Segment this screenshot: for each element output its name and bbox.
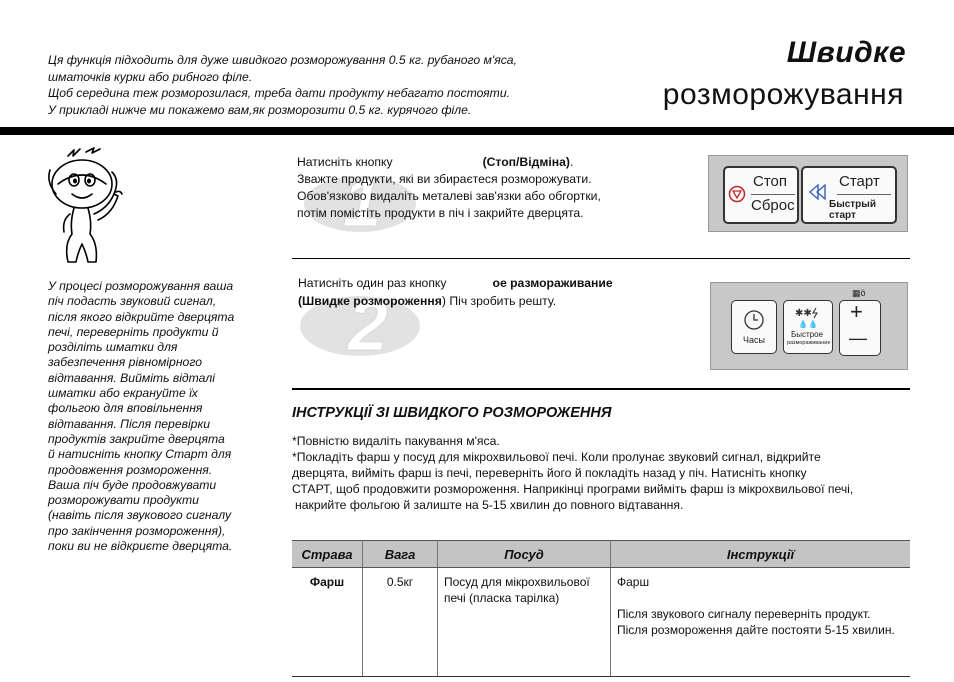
minus-label: — [849,328,867,348]
step-2-button-name: ое размораживание [492,276,613,290]
side-line: піч подасть звуковий сигнал, [48,294,217,309]
defrost-icon [794,306,822,328]
svg-text:✱✱: ✱✱ [795,308,812,319]
page-title-line1: Швидке [786,36,906,69]
intro-line: Щоб середина теж розморозилася, треба дати продукту небагато постояти. [48,86,510,100]
instruction-line: Після звукового сигналу переверніть продукт. [617,607,871,621]
vessel-line: печі (пласка тарілка) [444,591,560,605]
side-line: (навіть після звукового сигналу [48,508,232,523]
step-1-line: Зважте продукти, які ви збираєтеся розморожувати. [297,172,592,186]
instructions-line: *Повністю видаліть пакування м'яса. [292,434,500,448]
instructions-text [292,433,912,513]
mascot-illustration [38,142,138,274]
side-line: продовження розмороження. [48,462,213,477]
instructions-line: накрийте фольгою й залиште на 5-15 хвилин до повного відтавання. [295,498,684,512]
side-line: й натисніть кнопку Старт для [48,447,232,462]
quick-start-label: Быстрый старт [829,199,876,221]
intro-line: Ця функція підходить для дуже швидкого розморожування 0.5 кг. рубаного м'яса, [48,53,517,67]
intro-paragraph [48,52,608,118]
recipe-table [292,540,910,677]
instruction-line: Після розмороження дайте постояти 5-15 хвилин. [617,623,895,637]
side-line: фольгою для вповільнення [48,401,203,416]
step-1-button-name: (Стоп/Відміна) [482,155,570,169]
step-2-digit: 2 [347,286,389,362]
clock-icon [743,309,765,331]
column-header-weight: Вага [363,541,438,568]
column-header-vessel: Посуд [438,541,611,568]
clock-button[interactable] [731,300,777,354]
defrost-label-1: Быстрое [791,330,824,339]
side-line: печі, переверніть продукти й [48,324,219,339]
step-1-line: Обов'язково видаліть металеві зав'язки або обгортки, [297,189,601,203]
step-2-text [298,275,698,309]
step-2-rest: ) Піч зробить решту. [441,294,557,308]
step-divider [292,258,910,259]
stop-label: Стоп [753,173,787,190]
cell-vessel [438,568,611,677]
svg-text:💧💧: 💧💧 [798,320,818,328]
vessel-line: Посуд для мікрохвильової [444,575,590,589]
header-divider [0,127,954,135]
quick-defrost-button[interactable] [783,300,833,354]
side-line: відтавання. Після перевірки [48,416,210,431]
plus-minus-button[interactable] [839,300,881,356]
instructions-line: дверцята, вийміть фарш із печі, переверніть його й покладіть назад у піч. Натисніть кнопку [292,466,807,480]
column-header-dish: Страва [292,541,363,568]
power-icon: ▦ö [852,288,866,298]
defrost-label-2: размораживание [787,340,831,346]
column-header-instructions: Інструкції [611,541,911,568]
side-line: поки ви не відкриєте дверцята. [48,539,233,554]
instructions-line: *Покладіть фарш у посуд для мікрохвильової печі. Коли пролунає звуковий сигнал, відкрийте [292,450,821,464]
side-line: розділіть шматки для [48,340,178,355]
cell-weight: 0.5кг [363,568,438,677]
step-divider [292,388,910,390]
side-line: У процесі розморожування ваша [48,279,234,293]
control-panel-1 [708,155,908,232]
cell-dish: Фарш [292,568,363,677]
side-line: розморожувати продукти [48,493,199,508]
intro-line: шматочків курки або рибного філе. [48,69,253,84]
instructions-line: СТАРТ, щоб продовжити розмороження. Наприкінці програми вийміть фарш із мікрохвильової печі, [292,482,854,496]
side-note [48,279,258,554]
step-1-prefix: Натисніть кнопку [297,155,393,169]
step-1-text: Натисніть кнопку (Стоп/Відміна). Зважте продукти, які ви збираєтеся розморожувати. Обов'язково видаліть металеві зав'язки або обгортки, потім помістіть продукти в піч і закрийте дверцята. [297,154,627,222]
cell-instructions [611,568,911,677]
table-row [292,568,910,677]
plus-label: + [850,299,863,324]
control-panel-2 [710,282,908,370]
intro-line: У прикладі нижче ми покажемо вам,як розморозити 0.5 кг. курячого філе. [48,102,472,117]
side-line: забезпечення рівномірного [48,355,202,370]
page-title-line2: розморожування [662,78,904,111]
start-button[interactable] [801,166,897,224]
table-header-row [292,541,910,568]
start-icon [807,182,829,202]
start-label: Старт [839,173,880,190]
step-2-button-name-ua: (Швидке розмороження [298,294,442,308]
step-1-line: потім помістіть продукти в піч і закрийте дверцята. [297,206,584,220]
side-line: Ваша піч буде продовжувати [48,477,217,492]
step-1-digit: 1 [342,163,382,240]
side-line: шматки або екрануйте їх [48,386,198,401]
reset-label: Сброс [751,197,795,214]
section-title: ІНСТРУКЦІЇ ЗІ ШВИДКОГО РОЗМОРОЖЕННЯ [292,405,612,421]
instruction-line: Фарш [617,575,650,589]
stop-reset-button[interactable] [723,166,799,224]
side-line: про закінчення розмороження), [48,523,226,538]
stop-icon [728,185,746,203]
step-2-prefix: Натисніть один раз кнопку [298,276,447,290]
side-line: відтавання. Вийміть відталі [48,370,215,385]
side-line: після якого відкрийте дверцята [48,309,235,324]
clock-label: Часы [743,335,765,345]
side-line: продуктів закрийте дверцята [48,431,225,446]
